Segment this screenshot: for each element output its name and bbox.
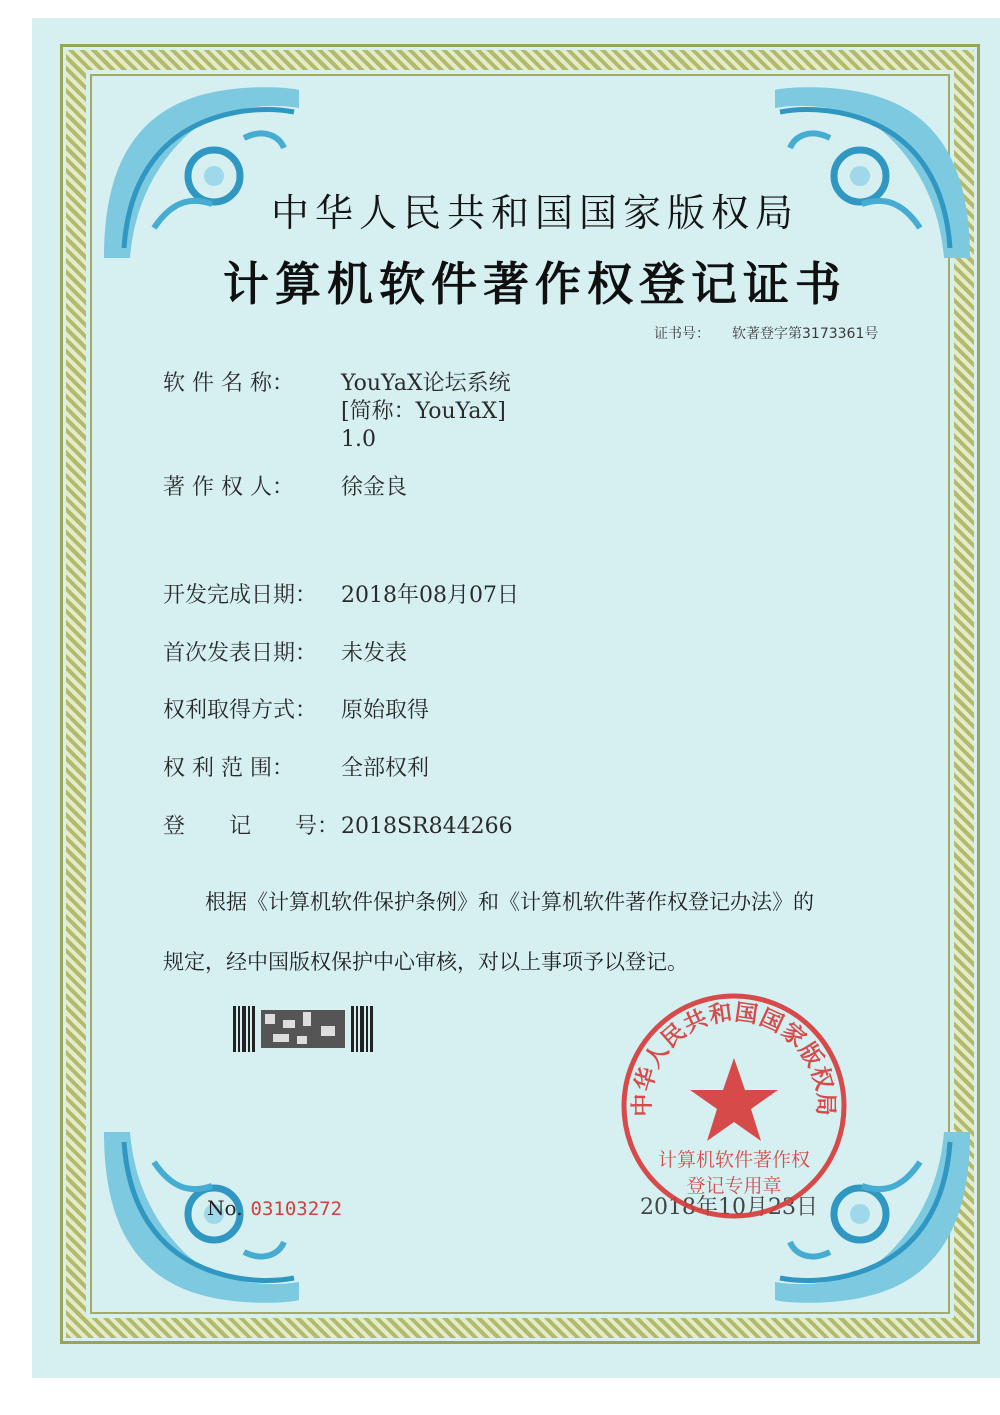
statement-line-2: 规定，经中国版权保护中心审核，对以上事项予以登记。 bbox=[163, 950, 688, 974]
completion-date-label: 开发完成日期： bbox=[163, 583, 318, 608]
seal-center-line2: 登记专用章 bbox=[686, 1175, 782, 1197]
scope-value: 全部权利 bbox=[341, 756, 430, 781]
seal-arc-text: 中华人民共和国国家版权局 bbox=[629, 999, 839, 1117]
first-publish-label: 首次发表日期： bbox=[163, 641, 318, 666]
issue-date: 2018年10月23日 bbox=[640, 1195, 818, 1220]
seal-center-line1: 计算机软件著作权 bbox=[657, 1149, 811, 1171]
acquisition-label: 权利取得方式： bbox=[163, 698, 318, 723]
corner-ornament-top-left bbox=[94, 78, 304, 268]
registration-label: 登 记 号： bbox=[163, 814, 340, 839]
owner-label: 著 作 权 人： bbox=[163, 475, 294, 500]
statement-line-1: 根据《计算机软件保护条例》和《计算机软件著作权登记办法》的 bbox=[205, 890, 814, 914]
completion-date-value: 2018年08月07日 bbox=[341, 583, 519, 608]
corner-ornament-top-right bbox=[770, 78, 980, 268]
registration-value: 2018SR844266 bbox=[341, 814, 513, 839]
certificate-number-label: 证书号： bbox=[654, 326, 710, 342]
scope-label: 权 利 范 围： bbox=[163, 756, 294, 781]
software-name-value bbox=[341, 370, 511, 454]
serial-value: 03103272 bbox=[250, 1198, 343, 1220]
software-version: 1.0 bbox=[341, 427, 376, 452]
barcode bbox=[233, 1006, 373, 1052]
certificate-number-value: 软著登字第3173361号 bbox=[732, 326, 879, 342]
certificate-title: 计算机软件著作权登记证书 bbox=[223, 257, 847, 311]
serial-label: No. bbox=[207, 1196, 243, 1220]
software-name-label: 软 件 名 称： bbox=[163, 371, 294, 396]
issuing-authority: 中华人民共和国国家版权局 bbox=[270, 191, 799, 235]
software-name-line2: [简称：YouYaX] bbox=[341, 399, 506, 424]
seal-star-icon bbox=[690, 1058, 778, 1141]
serial-number bbox=[207, 1196, 342, 1220]
official-seal bbox=[618, 990, 850, 1222]
acquisition-value: 原始取得 bbox=[341, 698, 430, 723]
certificate-number bbox=[654, 323, 878, 343]
owner-value: 徐金良 bbox=[341, 475, 408, 500]
software-name-line1: YouYaX论坛系统 bbox=[341, 371, 511, 396]
first-publish-value: 未发表 bbox=[341, 641, 408, 666]
